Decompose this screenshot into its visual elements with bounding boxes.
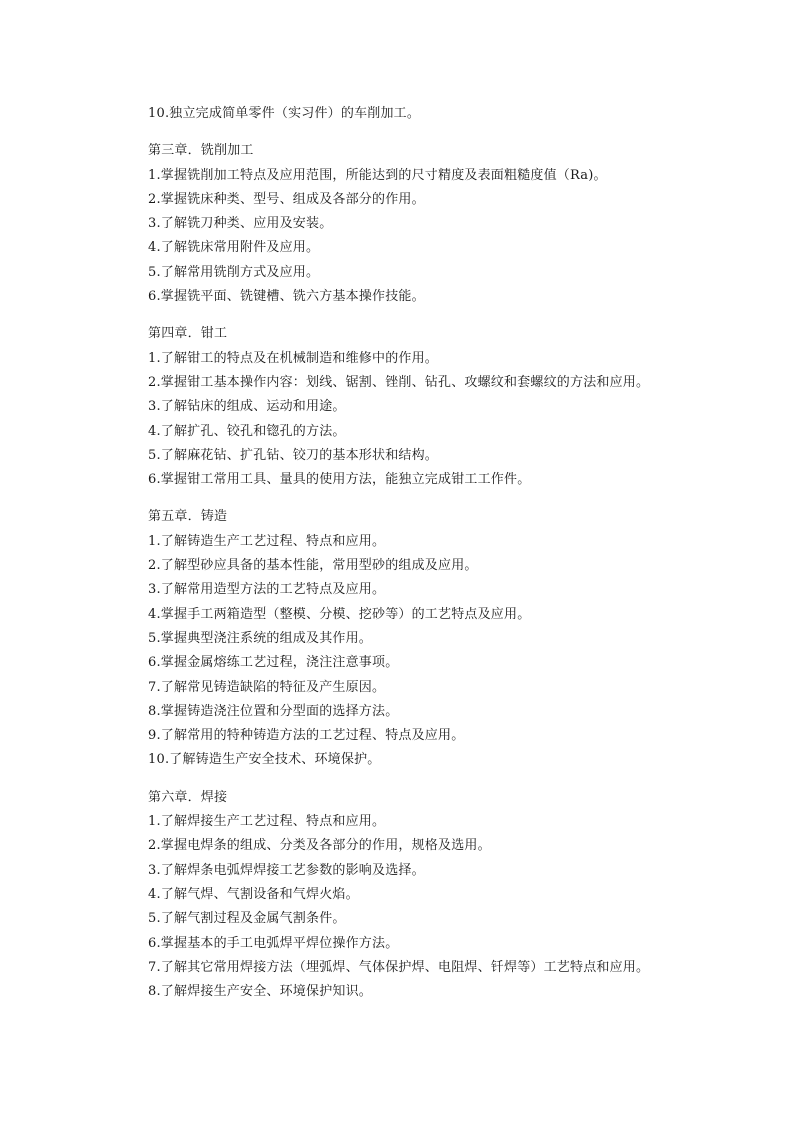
list-item: 4.了解扩孔、铰孔和锪孔的方法。 [148,423,346,439]
chapter-heading: 第四章．钳工 [148,326,228,342]
list-item: 3.了解焊条电弧焊焊接工艺参数的影响及选择。 [148,862,425,878]
section-gap [148,492,748,505]
list-item: 1.了解焊接生产工艺过程、特点和应用。 [148,814,386,830]
list-item: 4.掌握手工两箱造型（整模、分模、挖砂等）的工艺特点及应用。 [148,606,531,622]
list-item: 5.了解麻花钻、扩孔钻、铰刀的基本形状和结构。 [148,447,439,463]
list-item: 6.掌握铣平面、铣键槽、铣六方基本操作技能。 [148,289,425,305]
section-gap [148,309,748,322]
list-item: 3.了解常用造型方法的工艺特点及应用。 [148,582,386,598]
list-item: 1.掌握铣削加工特点及应用范围，所能达到的尺寸精度及表面粗糙度值（Ra)。 [148,167,607,183]
list-item: 7.了解其它常用焊接方法（埋弧焊、气体保护焊、电阻焊、钎焊等）工艺特点和应用。 [148,959,650,975]
list-item: 4.了解铣床常用附件及应用。 [148,240,320,256]
chapter-heading: 第五章．铸造 [148,509,228,525]
list-item: 1.了解铸造生产工艺过程、特点和应用。 [148,533,386,549]
list-item: 2.掌握钳工基本操作内容：划线、锯割、锉削、钻孔、攻螺纹和套螺纹的方法和应用。 [148,374,650,390]
chapter-heading: 第三章．铣削加工 [148,143,254,159]
list-item: 8.掌握铸造浇注位置和分型面的选择方法。 [148,703,399,719]
list-item: 5.了解气割过程及金属气割条件。 [148,911,346,927]
list-item: 6.掌握钳工常用工具、量具的使用方法，能独立完成钳工工作件。 [148,472,531,488]
list-item: 7.了解常见铸造缺陷的特征及产生原因。 [148,679,386,695]
list-item: 5.掌握典型浇注系统的组成及其作用。 [148,630,373,646]
list-item: 2.掌握电焊条的组成、分类及各部分的作用，规格及选用。 [148,838,491,854]
list-item: 1.了解钳工的特点及在机械制造和维修中的作用。 [148,350,439,366]
document-body [148,102,748,1004]
intro-list-item: 10.独立完成简单零件（实习件）的车削加工。 [148,106,421,121]
list-item: 3.了解钻床的组成、运动和用途。 [148,399,346,415]
list-item: 10.了解铸造生产安全技术、环境保护。 [148,752,381,768]
list-item: 2.掌握铣床种类、型号、组成及各部分的作用。 [148,191,425,207]
list-item: 9.了解常用的特种铸造方法的工艺过程、特点及应用。 [148,728,465,744]
section-gap [148,773,748,786]
list-item: 5.了解常用铣削方式及应用。 [148,264,320,280]
list-item: 4.了解气焊、气割设备和气焊火焰。 [148,886,359,902]
list-item: 6.掌握金属熔练工艺过程，浇注注意事项。 [148,655,399,671]
list-item: 2.了解型砂应具备的基本性能，常用型砂的组成及应用。 [148,558,478,574]
list-item: 6.掌握基本的手工电弧焊平焊位操作方法。 [148,935,399,951]
chapter-heading: 第六章．焊接 [148,789,228,805]
section-gap [148,126,748,139]
list-item: 8.了解焊接生产安全、环境保护知识。 [148,984,373,1000]
list-item: 3.了解铣刀种类、应用及安装。 [148,216,333,232]
